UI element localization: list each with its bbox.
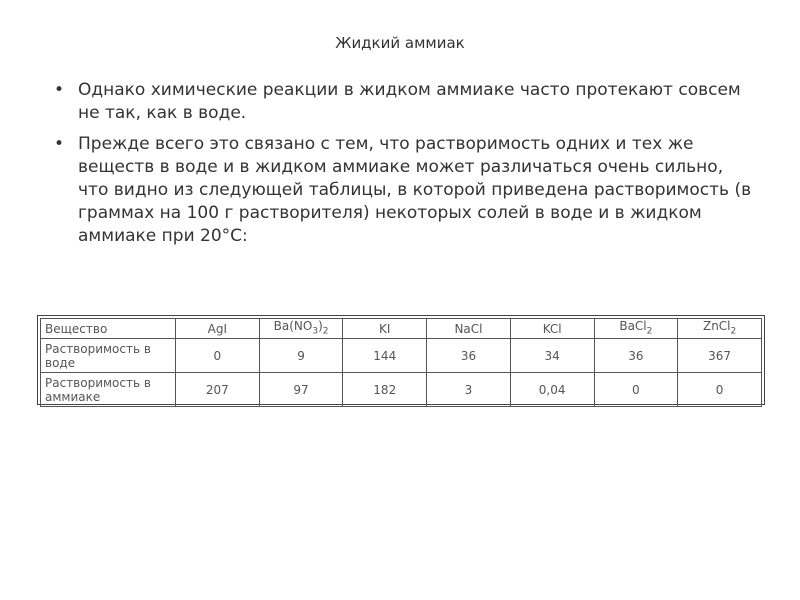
solubility-table-frame (37, 315, 765, 405)
solubility-table (40, 318, 762, 407)
table-cell: 207 (176, 373, 260, 407)
header-cell-nacl: NaCl (427, 319, 511, 339)
header-cell-kcl: KCl (510, 319, 594, 339)
bullet-text: Однако химические реакции в жидком аммиаке часто протекают совсем не так, как в воде. (78, 80, 741, 123)
table-cell: 0 (594, 373, 678, 407)
table-cell: 34 (510, 339, 594, 373)
table-cell: 9 (259, 339, 343, 373)
table-cell: 97 (259, 373, 343, 407)
row-label: Растворимость в аммиаке (41, 373, 176, 407)
bullet-item (52, 79, 752, 125)
table-cell: 36 (427, 339, 511, 373)
header-cell-zncl2: ZnCl$_2$ (678, 319, 762, 339)
bullet-list (52, 79, 752, 256)
slide-title: Жидкий аммиак (335, 34, 465, 52)
header-cell-bacl2: BaCl$_2$ (594, 319, 678, 339)
row-label: Растворимость в воде (41, 339, 176, 373)
header-cell-ki: KI (343, 319, 427, 339)
table-row-ammonia (41, 373, 762, 407)
bullet-item (52, 133, 752, 248)
bullet-text: Прежде всего это связано с тем, что растворимость одних и тех же веществ в воде и в жидком аммиаке может различаться очень сильно, что видно из следующей таблицы, в которой приведена растворимость (в граммах на 100 г растворителя) некоторых солей в воде и в жидком аммиаке при 20°С: (78, 134, 752, 246)
table-row-water (41, 339, 762, 373)
table-cell: 182 (343, 373, 427, 407)
table-cell: 3 (427, 373, 511, 407)
bullet-marker: • (54, 134, 65, 154)
bullet-marker: • (54, 80, 65, 100)
table-cell: 367 (678, 339, 762, 373)
header-cell-agi: AgI (176, 319, 260, 339)
table-cell: 36 (594, 339, 678, 373)
table-cell: 0,04 (510, 373, 594, 407)
table-cell: 144 (343, 339, 427, 373)
header-cell-bano3: $Ba(NO_3)_2$ (259, 319, 343, 339)
table-header-row (41, 319, 762, 339)
header-cell-substance: Вещество (41, 319, 176, 339)
table-cell: 0 (678, 373, 762, 407)
table-cell: 0 (176, 339, 260, 373)
